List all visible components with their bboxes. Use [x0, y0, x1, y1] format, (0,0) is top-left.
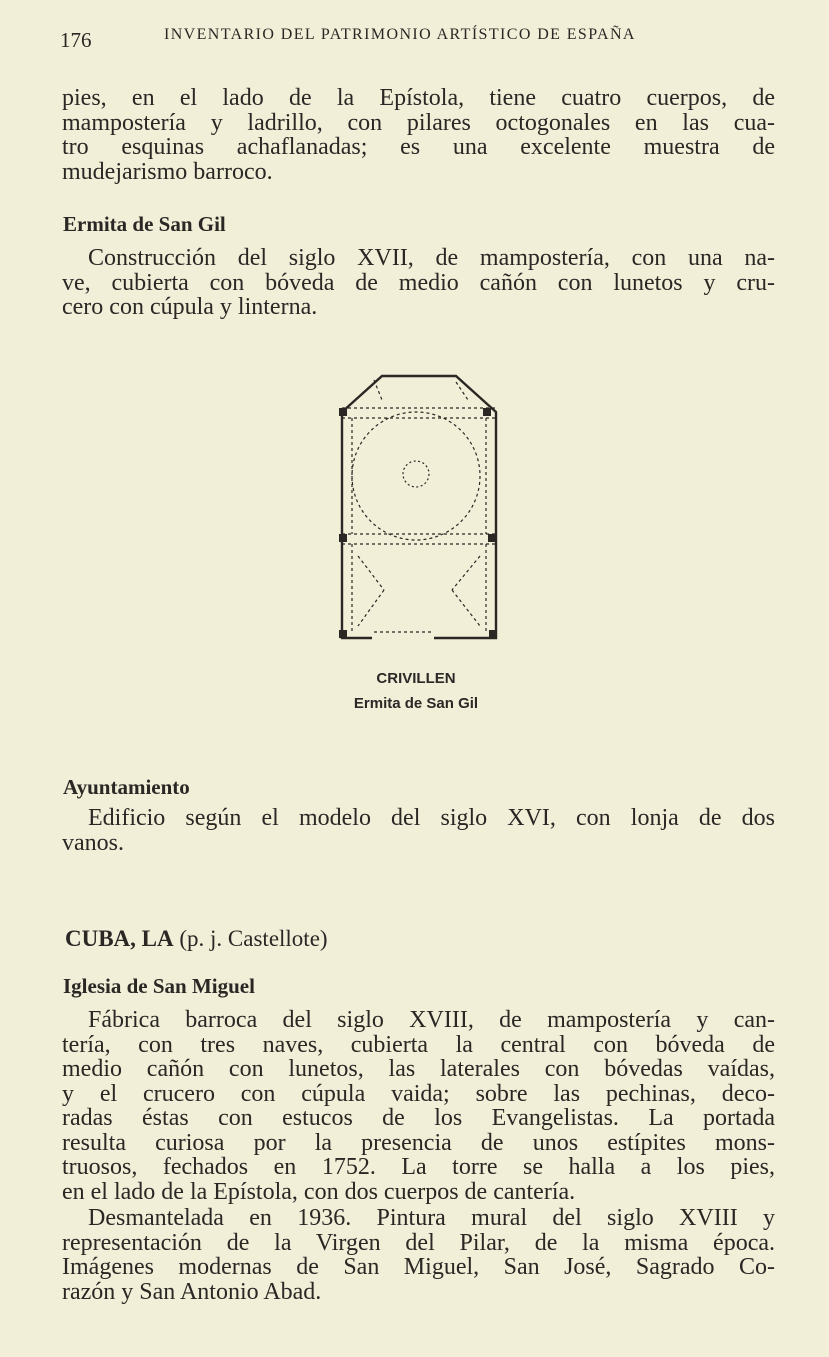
san-gil-paragraph [62, 246, 775, 320]
san-miguel-paragraph-2 [62, 1206, 775, 1304]
lantern-circle [403, 461, 429, 487]
text-line: Desmantelada en 1936. Pintura mural del siglo XVIII y [88, 1205, 775, 1231]
section-heading-san-gil: Ermita de San Gil [63, 212, 226, 236]
text-line: Fábrica barroca del siglo XVIII, de mampostería y can- [88, 1007, 775, 1033]
text-line: en el lado de la Epístola, con dos cuerpos de cantería. [62, 1178, 576, 1205]
text-line: cero con cúpula y linterna. [62, 294, 318, 320]
text-line: Imágenes modernas de San Miguel, San José, Sagrado Co- [62, 1254, 775, 1280]
vault-diagonal [358, 590, 384, 626]
vault-diagonal [452, 556, 480, 590]
page-number: 176 [60, 28, 92, 52]
text-line: Construcción del siglo XVII, de mampostería, con una na- [88, 245, 775, 271]
pillar [339, 534, 347, 542]
figure-caption-title: Ermita de San Gil [353, 695, 479, 712]
text-line: tro esquinas achaflanadas; es una excelente muestra de [62, 134, 775, 160]
vault-diagonal [358, 556, 384, 590]
intro-paragraph [62, 86, 775, 184]
place-entry [65, 926, 328, 952]
text-line: pies, en el lado de la Epístola, tiene cuatro cuerpos, de [62, 85, 775, 111]
text-line: ve, cubierta con bóveda de medio cañón con lunetos y cru- [62, 269, 775, 296]
text-line: medio cañón con lunetos, las laterales con bóvedas vaídas, [62, 1056, 775, 1082]
text-line: razón y San Antonio Abad. [62, 1278, 322, 1305]
pillar [339, 408, 347, 416]
vault-diagonal [452, 590, 480, 626]
place-jurisdiction: (p. j. Castellote) [179, 926, 328, 951]
ayuntamiento-paragraph [62, 806, 775, 855]
text-line: mampostería y ladrillo, con pilares octogonales en las cua- [62, 109, 775, 136]
pillar [488, 534, 496, 542]
text-line: tería, con tres naves, cubierta la central con bóveda de [62, 1031, 775, 1058]
section-heading-ayuntamiento: Ayuntamiento [63, 775, 190, 799]
text-line: mudejarismo barroco. [62, 158, 273, 185]
running-title: INVENTARIO DEL PATRIMONIO ARTÍSTICO DE ESPAÑA [164, 26, 636, 43]
figure-caption-place: CRIVILLEN [376, 670, 456, 687]
text-line: resulta curiosa por la presencia de unos estípites mons- [62, 1129, 775, 1156]
pillar [489, 630, 497, 638]
pillar [483, 408, 491, 416]
plan-outline [342, 376, 496, 638]
pillar [339, 630, 347, 638]
section-heading-san-miguel: Iglesia de San Miguel [63, 974, 255, 998]
text-line: representación de la Virgen del Pilar, de la misma época. [62, 1229, 775, 1256]
san-miguel-paragraph-1 [62, 1008, 775, 1204]
text-line: radas éstas con estucos de los Evangelistas. La portada [62, 1105, 775, 1131]
text-line: vanos. [62, 829, 124, 856]
floor-plan-figure [334, 368, 506, 646]
text-line: Edificio según el modelo del siglo XVI, con lonja de dos [88, 805, 775, 831]
page-header [60, 26, 780, 56]
text-line: truosos, fechados en 1752. La torre se halla a los pies, [62, 1154, 775, 1180]
text-line: y el crucero con cúpula vaida; sobre las pechinas, deco- [62, 1080, 775, 1107]
place-name: CUBA, LA [65, 926, 174, 951]
dome-circle [352, 412, 480, 540]
